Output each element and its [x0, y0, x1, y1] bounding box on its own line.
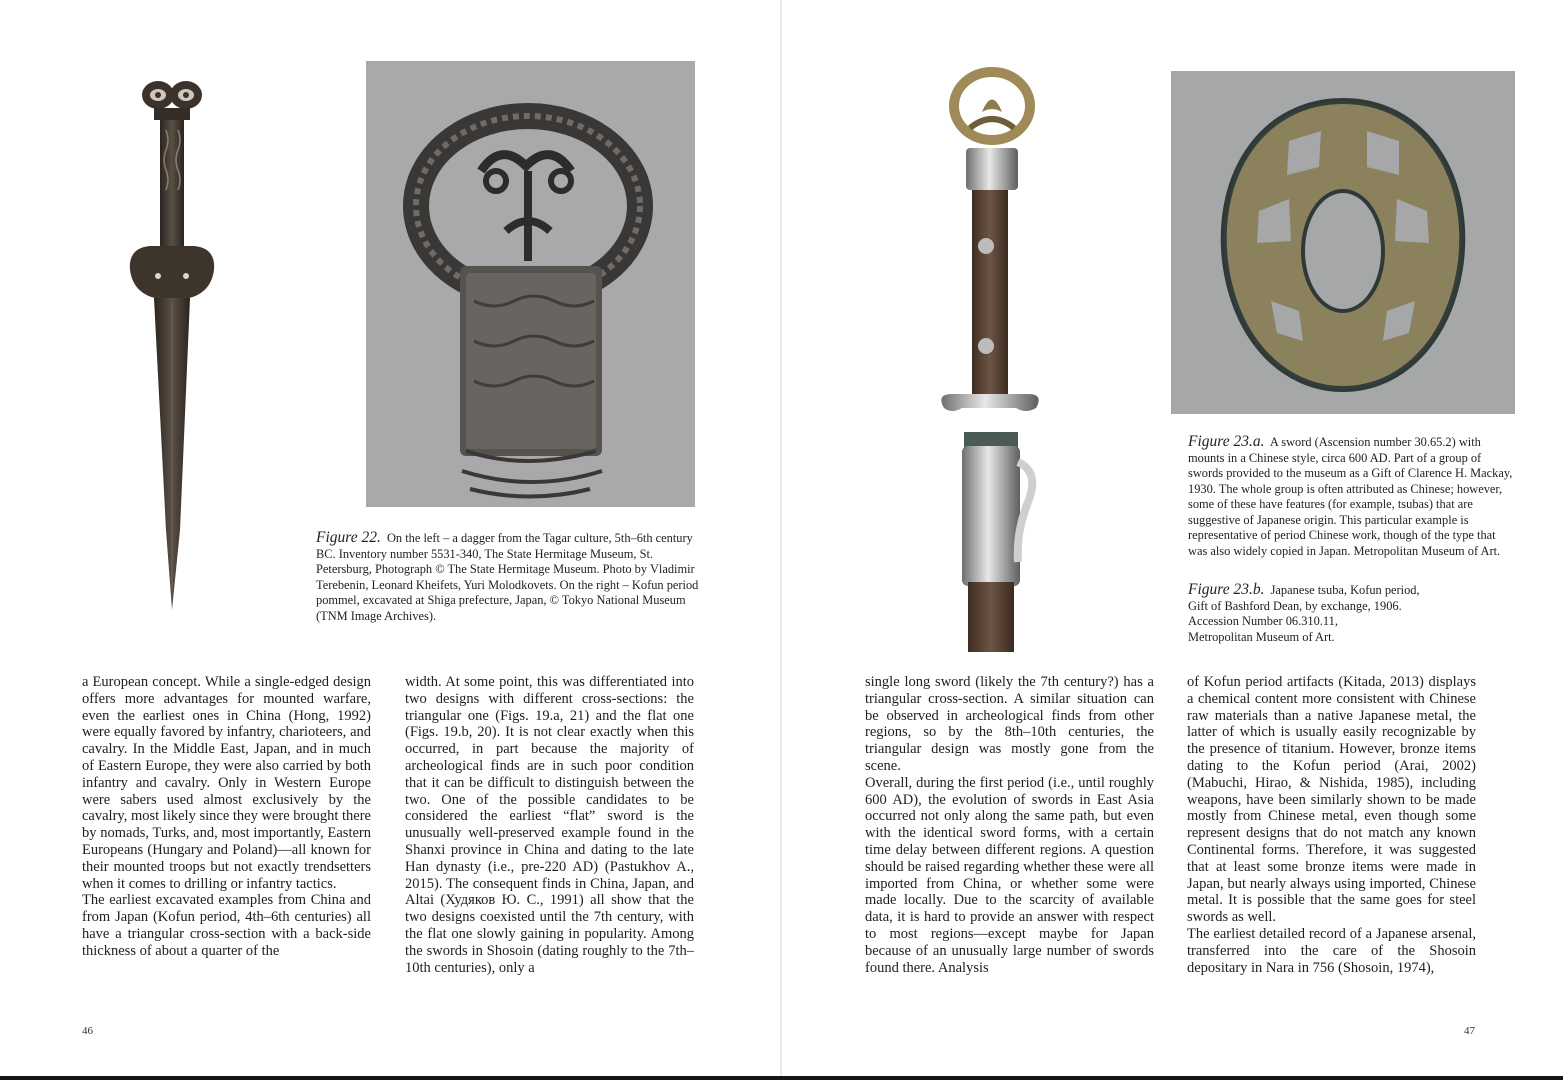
- figure-23a-text: A sword (Ascension number 30.65.2) with mounts in a Chinese style, circa 600 AD. Part of a group of swords provided to the museum as a Gift of Clarence H. Mackay, 1930. The whole group is often attributed as Chinese; however, some of these have features (for example, tsubas) that are suggestive of Japanese origin. This particular example is representative of period Chinese work, though of the type that was also widely copied in Japan. Metropolitan Museum of Art.: [1188, 435, 1513, 558]
- left-page-column-1: [82, 674, 371, 960]
- figure-23b-line: Gift of Bashford Dean, by exchange, 1906.: [1188, 598, 1402, 613]
- figure-23b-line: Metropolitan Museum of Art.: [1188, 629, 1335, 644]
- figure-23a-caption: [1188, 434, 1516, 559]
- figure-22-caption: [316, 530, 702, 624]
- paragraph: a European concept. While a single-edged design offers more advantages for mounted warfare, even the earliest ones in China (Hong, 1992) were equally favored by infantry, charioteers, and cavalry. In the Middle East, Japan, and in much of Eastern Europe, they were also carried by both infantry and cavalry. Only in Western Europe were sabers used almost exclusively by the cavalry, most likely since they were brought there by nomads, Turks, and, most importantly, Eastern Europeans (Hungary and Poland)—all known for their mounted troops but not exactly trendsetters when it comes to drilling or infantry tactics.: [82, 674, 371, 892]
- figure-23a-label: Figure 23.a.: [1188, 433, 1265, 450]
- left-page-column-2: [405, 674, 694, 976]
- kofun-tsuba-photo: [1171, 71, 1515, 414]
- figure-23b-caption: [1188, 582, 1516, 645]
- figure-22-label: Figure 22.: [316, 529, 381, 546]
- figure-23b-label: Figure 23.b.: [1188, 581, 1265, 598]
- figure-23b-line: Japanese tsuba, Kofun period,: [1270, 583, 1420, 597]
- page-number: 46: [82, 1025, 93, 1037]
- paragraph: of Kofun period artifacts (Kitada, 2013) displays a chemical content more consistent with Chinese raw materials than a native Japanese metal, the latter of which is usually easily recognizable by the presence of titanium. However, bronze items dating to the Kofun period (Arai, 2002) (Mabuchi, Hirao, & Nishida, 1985), including weapons, have been similarly shown to be made mostly from Chinese metal, even though some represent designs that do not match any known Continental forms. Therefore, it was suggested that at least some bronze items were made in Japan, but nearly always using imported, Chinese metal. It is possible that the same goes for steel swords as well.: [1187, 674, 1476, 926]
- right-page: [782, 0, 1563, 1080]
- tagar-dagger-photo: [110, 70, 230, 620]
- paragraph: width. At some point, this was differentiated into two designs with different cross-sections: the triangular one (Figs. 19.a, 21) and the flat one (Figs. 19.b, 20). It is not clear exactly when this occurred, in part because the majority of archeological finds are in such poor condition that it can be difficult to distinguish between the two. One of the possible candidates to be considered the earliest “flat” sword is the unusually well-preserved example found in the Shanxi province in China and dating to the late Han dynasty (i.e., pre-220 AD) (Pastukhov A., 2015). The consequent finds in China, Japan, and Altai (Худяков Ю. С., 1991) all show that the two designs coexisted until the 7th century, with the flat one slowly gaining in popularity. Among the swords in Shosoin (dating roughly to the 7th–10th centuries), only a: [405, 674, 694, 976]
- paragraph: Overall, during the first period (i.e., until roughly 600 AD), the evolution of swords in East Asia occurred not only along the same path, but even with the identical sword forms, with a certain time delay between different regions. A question should be raised regarding whether these were all imported from China, or whether some were made locally. Due to the scarcity of available data, it is hard to provide an answer with respect to most regions—except maybe for Japan because of an unusually large number of swords found there. Analysis: [865, 774, 1154, 976]
- bottom-edge: [0, 1076, 1563, 1080]
- figure-23b-line: Accession Number 06.310.11,: [1188, 614, 1338, 628]
- kofun-pommel-photo: [366, 61, 695, 507]
- left-page: [0, 0, 781, 1080]
- paragraph: The earliest detailed record of a Japanese arsenal, transferred into the care of the Shosoin depositary in Nara in 756 (Shosoin, 1974),: [1187, 925, 1476, 976]
- right-page-column-2: [1187, 674, 1476, 976]
- figure-22-text: On the left – a dagger from the Tagar culture, 5th–6th century BC. Inventory number 5531-340, The State Hermitage Museum, St. Petersburg, Photograph © The State Hermitage Museum. Photo by Vladimir Terebenin, Leonard Kheifets, Yuri Molodkovets. On the right – Kofun period pommel, excavated at Shiga prefecture, Japan, © Tokyo National Museum (TNM Image Archives).: [316, 531, 699, 623]
- chinese-style-sword-photo: [930, 62, 1050, 652]
- paragraph: The earliest excavated examples from China and from Japan (Kofun period, 4th–6th centuries) all have a triangular cross-section with a back-side thickness of about a quarter of the: [82, 892, 371, 959]
- paragraph: single long sword (likely the 7th century?) has a triangular cross-section. A similar situation can be observed in archeological finds from other regions, so by the 8th–10th centuries, the triangular design was mostly gone from the scene.: [865, 674, 1154, 774]
- right-page-column-1: [865, 674, 1154, 976]
- page-number: 47: [1464, 1025, 1475, 1037]
